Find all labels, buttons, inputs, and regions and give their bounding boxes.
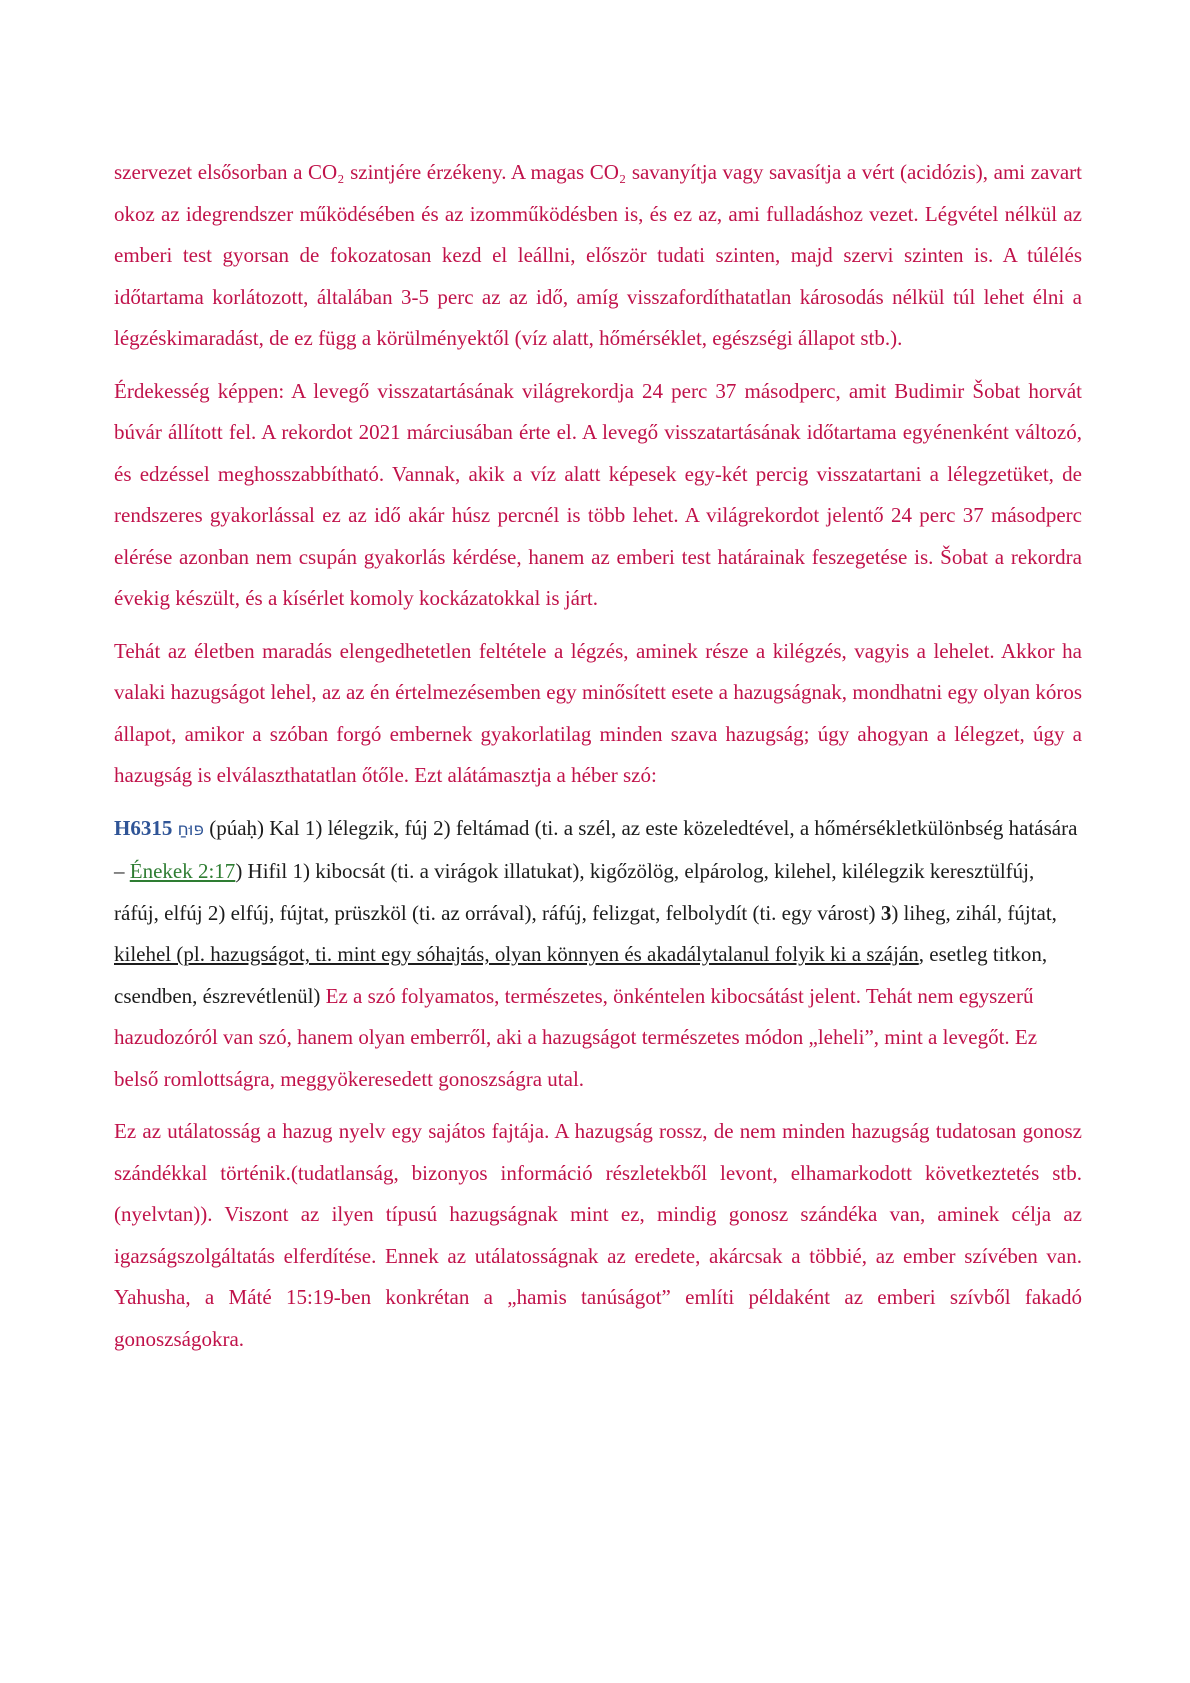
paragraph-world-record: Érdekesség képpen: A levegő visszatartásának világrekordja 24 perc 37 másodperc, amit Budimir Šobat horvát búvár állított fel. A rekordot 2021 márciusában érte el. A levegő visszatartásának időtartama egyénenként változó, és edzéssel meghosszabbítható. Vannak, akik a víz alatt képesek egy-két percig visszatartani a lélegzetüket, de rendszeres gyakorlással ez az idő akár húsz percnél is több lehet. A világrekordot jelentő 24 perc 37 másodperc elérése azonban nem csupán gyakorlás kérdése, hanem az emberi test határainak feszegetése is. Šobat a rekordra évekig készült, és a kísérlet komoly kockázatokkal is járt. [114, 378, 1082, 610]
hebrew-word: פּוּחַ [177, 819, 204, 840]
underlined-definition: kilehel (pl. hazugságot, ti. mint egy sóhajtás, olyan könnyen és akadálytalanul folyik ki a száján [114, 942, 919, 966]
paragraph-breath-and-lie: Tehát az életben maradás elengedhetetlen feltétele a légzés, aminek része a kilégzés, vagyis a lehelet. Akkor ha valaki hazugságot lehel, az az én értelmezésemben egy minősített esete a hazugságnak, mondhatni egy olyan kóros állapot, amikor a szóban forgó embernek gyakorlatilag minden szava hazugság; úgy ahogyan a lélegzet, úgy a hazugság is elválaszthatatlan őtőle. Ezt alátámasztja a héber szó: [114, 638, 1082, 787]
entry-definition-part1: (púaḥ) Kal 1) lélegzik, fúj 2) feltámad (ti. a szél, az este közeledtével, a hőmérsékletkülönbség hatására – [114, 815, 1078, 883]
document-page [114, 152, 1082, 1371]
entry-definition-part2: ) Hifil 1) kibocsát (ti. a virágok illatukat), kigőzölög, elpárolog, kilehel, kilélegzik keresztülfúj, ráfúj, elfúj 2) elfúj, fújtat, prüszköl (ti. az orrával), ráfúj, felizgat, felbolydít (ti. egy várost) [114, 859, 1035, 925]
paragraph-co2-breathing: szervezet elsősorban a CO₂ szintjére érzékeny. A magas CO₂ savanyítja vagy savasítja a vért (acidózis), ami zavart okoz az idegrendszer működésében és az izomműködésben is, és ez az, ami fulladáshoz vezet. Légvétel nélkül az emberi test gyorsan de fokozatosan kezd el leállni, először tudati szinten, majd szervi szinten is. A túlélés időtartama korlátozott, általában 3-5 perc az az idő, amíg visszafordíthatatlan károsodás nélkül túl lehet élni a légzéskimaradást, de ez függ a körülményektől (víz alatt, hőmérséklet, egészségi állapot stb.). [114, 160, 1082, 350]
entry-commentary: Ez a szó folyamatos, természetes, önkéntelen kibocsátást jelent. Tehát nem egyszerű hazudozóról van szó, hanem olyan emberről, aki a hazugságot természetes módon „leheli”, mint a levegőt. Ez belső romlottságra, meggyökeresedett gonoszságra utal. [114, 983, 1038, 1091]
sense-number: 3 [880, 900, 892, 925]
strong-number: H6315 [114, 815, 173, 840]
dictionary-entry [114, 808, 1082, 1101]
paragraph-abomination: Ez az utálatosság a hazug nyelv egy sajátos fajtája. A hazugság rossz, de nem minden hazugság tudatosan gonosz szándékkal történik.(tudatlanság, bizonyos információ részletekből levont, elhamarkodott következtetés stb. (nyelvtan)). Viszont az ilyen típusú hazugságnak mint ez, mindig gonosz szándéka van, aminek célja az igazságszolgáltatás elferdítése. Ennek az utálatosságnak az eredete, akárcsak a többié, az ember szívében van. Yahusha, a Máté 15:19-ben konkrétan a „hamis tanúságot” említi példaként az emberi szívből fakadó gonoszságokra. [114, 1119, 1082, 1351]
entry-definition-part4: , esetleg titkon, csendben, észrevétlenül) [114, 942, 1048, 1008]
entry-definition-part3: ) liheg, zihál, fújtat, [891, 900, 1057, 925]
reference-link-enekek[interactable]: Énekek 2:17 [129, 859, 236, 883]
